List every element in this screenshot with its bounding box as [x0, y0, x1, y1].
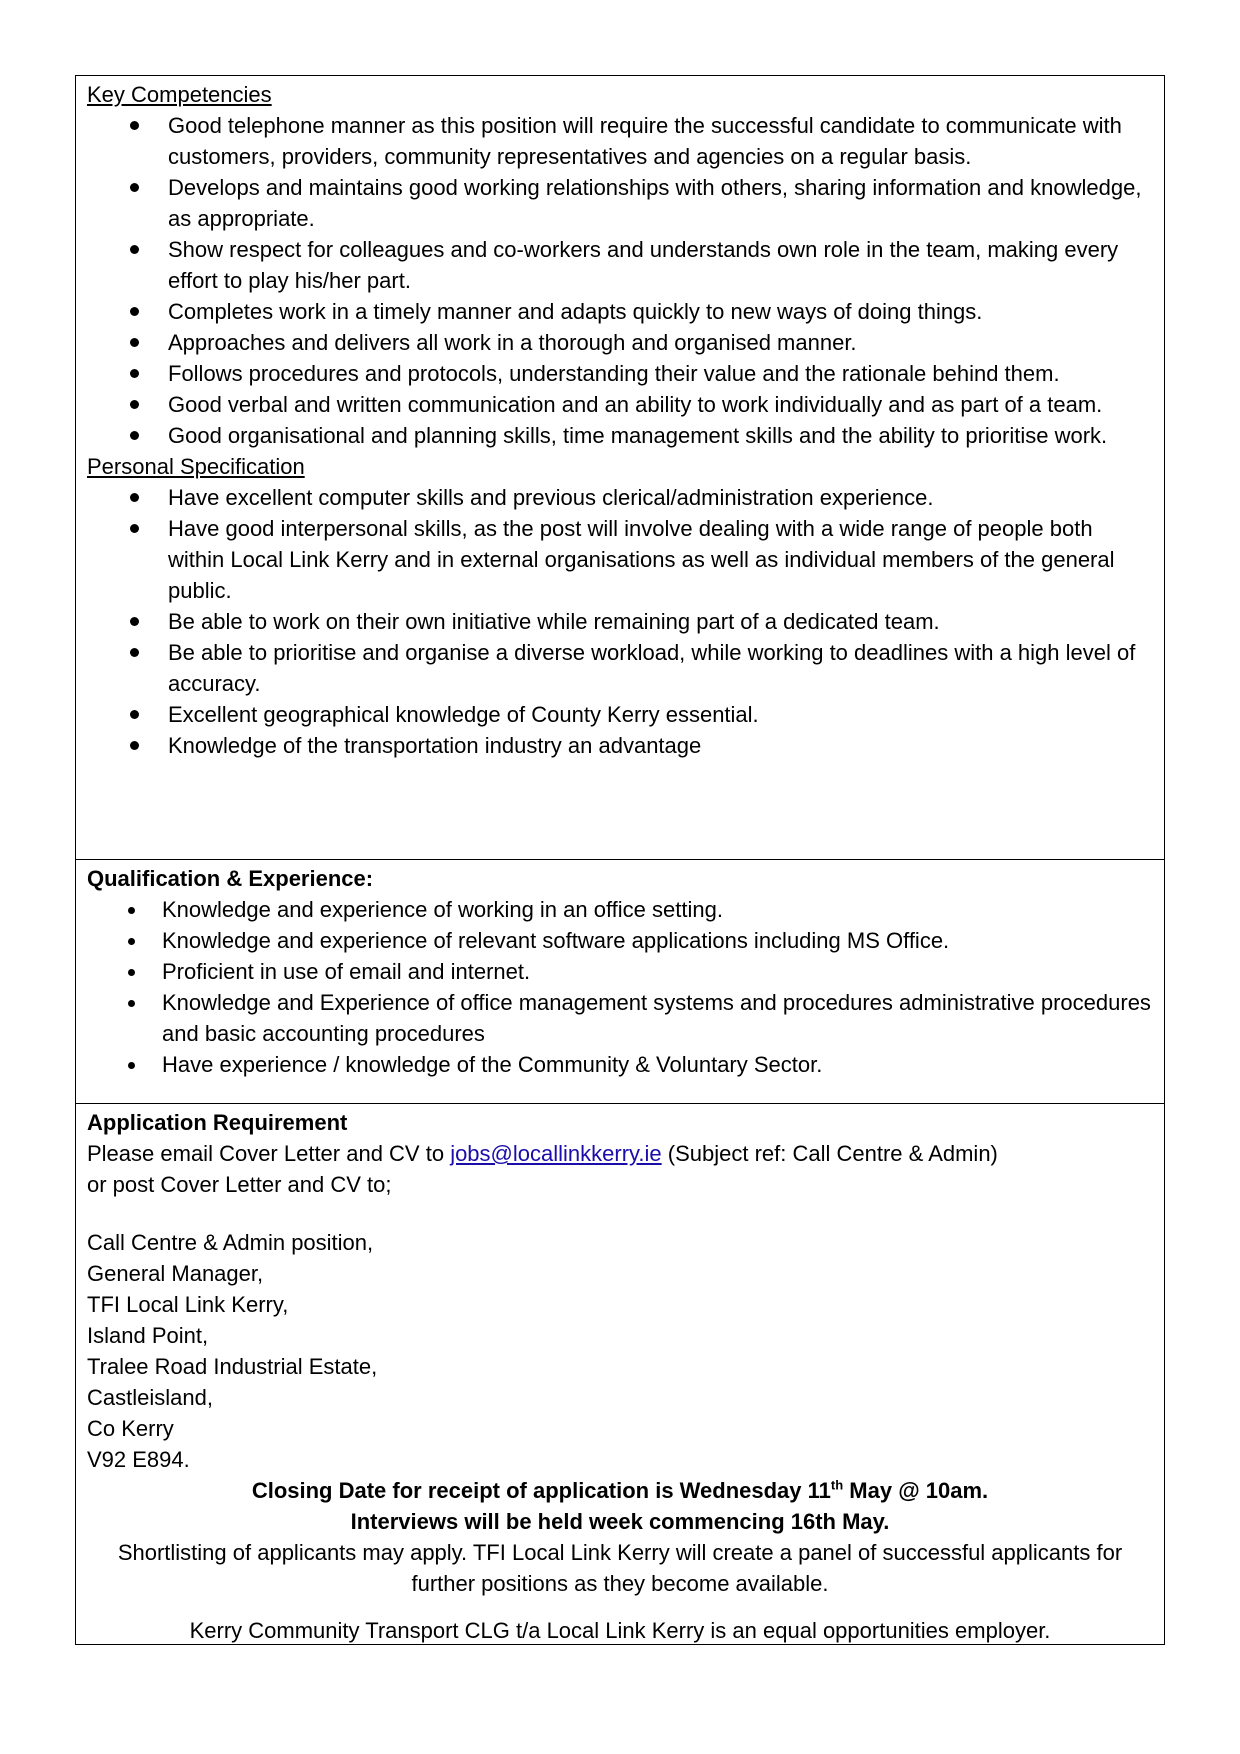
address-line: Tralee Road Industrial Estate, — [87, 1354, 378, 1379]
list-item: Have excellent computer skills and previous clerical/administration experience. — [87, 482, 1153, 513]
email-prefix: Please email Cover Letter and CV to — [87, 1141, 451, 1166]
address-line: General Manager, — [87, 1261, 264, 1286]
address-line: Island Point, — [87, 1323, 209, 1348]
qualification-list — [87, 894, 1153, 1080]
list-item: Proficient in use of email and internet. — [87, 956, 1153, 987]
list-item: Good verbal and written communication and an ability to work individually and as part of a team. — [87, 389, 1153, 420]
list-item: Show respect for colleagues and co-workers and understands own role in the team, making every effort to play his/her part. — [87, 234, 1153, 296]
list-item: Good organisational and planning skills, time management skills and the ability to prioritise work. — [87, 420, 1153, 451]
list-item: Be able to work on their own initiative while remaining part of a dedicated team. — [87, 606, 1153, 637]
email-link[interactable]: jobs@locallinkkerry.ie — [450, 1141, 662, 1166]
address-line: V92 E894. — [87, 1447, 190, 1472]
address-line: Castleisland, — [87, 1385, 213, 1410]
competencies-section — [76, 76, 1164, 859]
closing-date — [87, 1475, 1153, 1506]
list-item: Have experience / knowledge of the Community & Voluntary Sector. — [87, 1049, 1153, 1080]
application-section — [76, 1103, 1164, 1644]
list-item: Excellent geographical knowledge of County Kerry essential. — [87, 699, 1153, 730]
post-instruction: or post Cover Letter and CV to; — [87, 1172, 392, 1197]
closing-superscript: th — [830, 1477, 844, 1493]
list-item: Follows procedures and protocols, understanding their value and the rationale behind them. — [87, 358, 1153, 389]
list-item: Knowledge and Experience of office management systems and procedures administrative procedures and basic accounting procedures — [87, 987, 1153, 1049]
spacer — [87, 1599, 1153, 1615]
address-line: TFI Local Link Kerry, — [87, 1292, 289, 1317]
list-item: Develops and maintains good working relationships with others, sharing information and knowledge, as appropriate. — [87, 172, 1153, 234]
spacer — [87, 1200, 1153, 1227]
shortlisting-notice: Shortlisting of applicants may apply. TFI Local Link Kerry will create a panel of successful applicants for further positions as they become available. — [117, 1540, 1123, 1596]
email-instruction — [87, 1138, 1153, 1169]
address-line: Call Centre & Admin position, — [87, 1230, 374, 1255]
qualification-heading: Qualification & Experience: — [87, 866, 374, 891]
key-competencies-heading: Key Competencies — [87, 82, 272, 107]
closing-prefix: Closing Date for receipt of application is Wednesday 11 — [251, 1478, 831, 1503]
key-competencies-list — [87, 110, 1153, 451]
application-heading: Application Requirement — [87, 1110, 348, 1135]
postal-address — [87, 1227, 1153, 1475]
job-description-table — [75, 75, 1165, 1645]
list-item: Knowledge and experience of working in an office setting. — [87, 894, 1153, 925]
list-item: Knowledge of the transportation industry an advantage — [87, 730, 1153, 761]
closing-suffix: May @ 10am. — [843, 1478, 989, 1503]
list-item: Good telephone manner as this position will require the successful candidate to communicate with customers, providers, community representatives and agencies on a regular basis. — [87, 110, 1153, 172]
interviews-notice: Interviews will be held week commencing 16th May. — [350, 1509, 890, 1534]
email-suffix: (Subject ref: Call Centre & Admin) — [661, 1141, 998, 1166]
address-line: Co Kerry — [87, 1416, 174, 1441]
list-item: Be able to prioritise and organise a diverse workload, while working to deadlines with a high level of accuracy. — [87, 637, 1153, 699]
qualification-section — [76, 859, 1164, 1103]
list-item: Have good interpersonal skills, as the post will involve dealing with a wide range of people both within Local Link Kerry and in external organisations as well as individual members of the general public. — [87, 513, 1153, 606]
equal-opportunities-statement: Kerry Community Transport CLG t/a Local Link Kerry is an equal opportunities employer. — [189, 1618, 1051, 1643]
list-item: Completes work in a timely manner and adapts quickly to new ways of doing things. — [87, 296, 1153, 327]
personal-specification-list — [87, 482, 1153, 761]
personal-specification-heading: Personal Specification — [87, 454, 305, 479]
list-item: Approaches and delivers all work in a thorough and organised manner. — [87, 327, 1153, 358]
list-item: Knowledge and experience of relevant software applications including MS Office. — [87, 925, 1153, 956]
